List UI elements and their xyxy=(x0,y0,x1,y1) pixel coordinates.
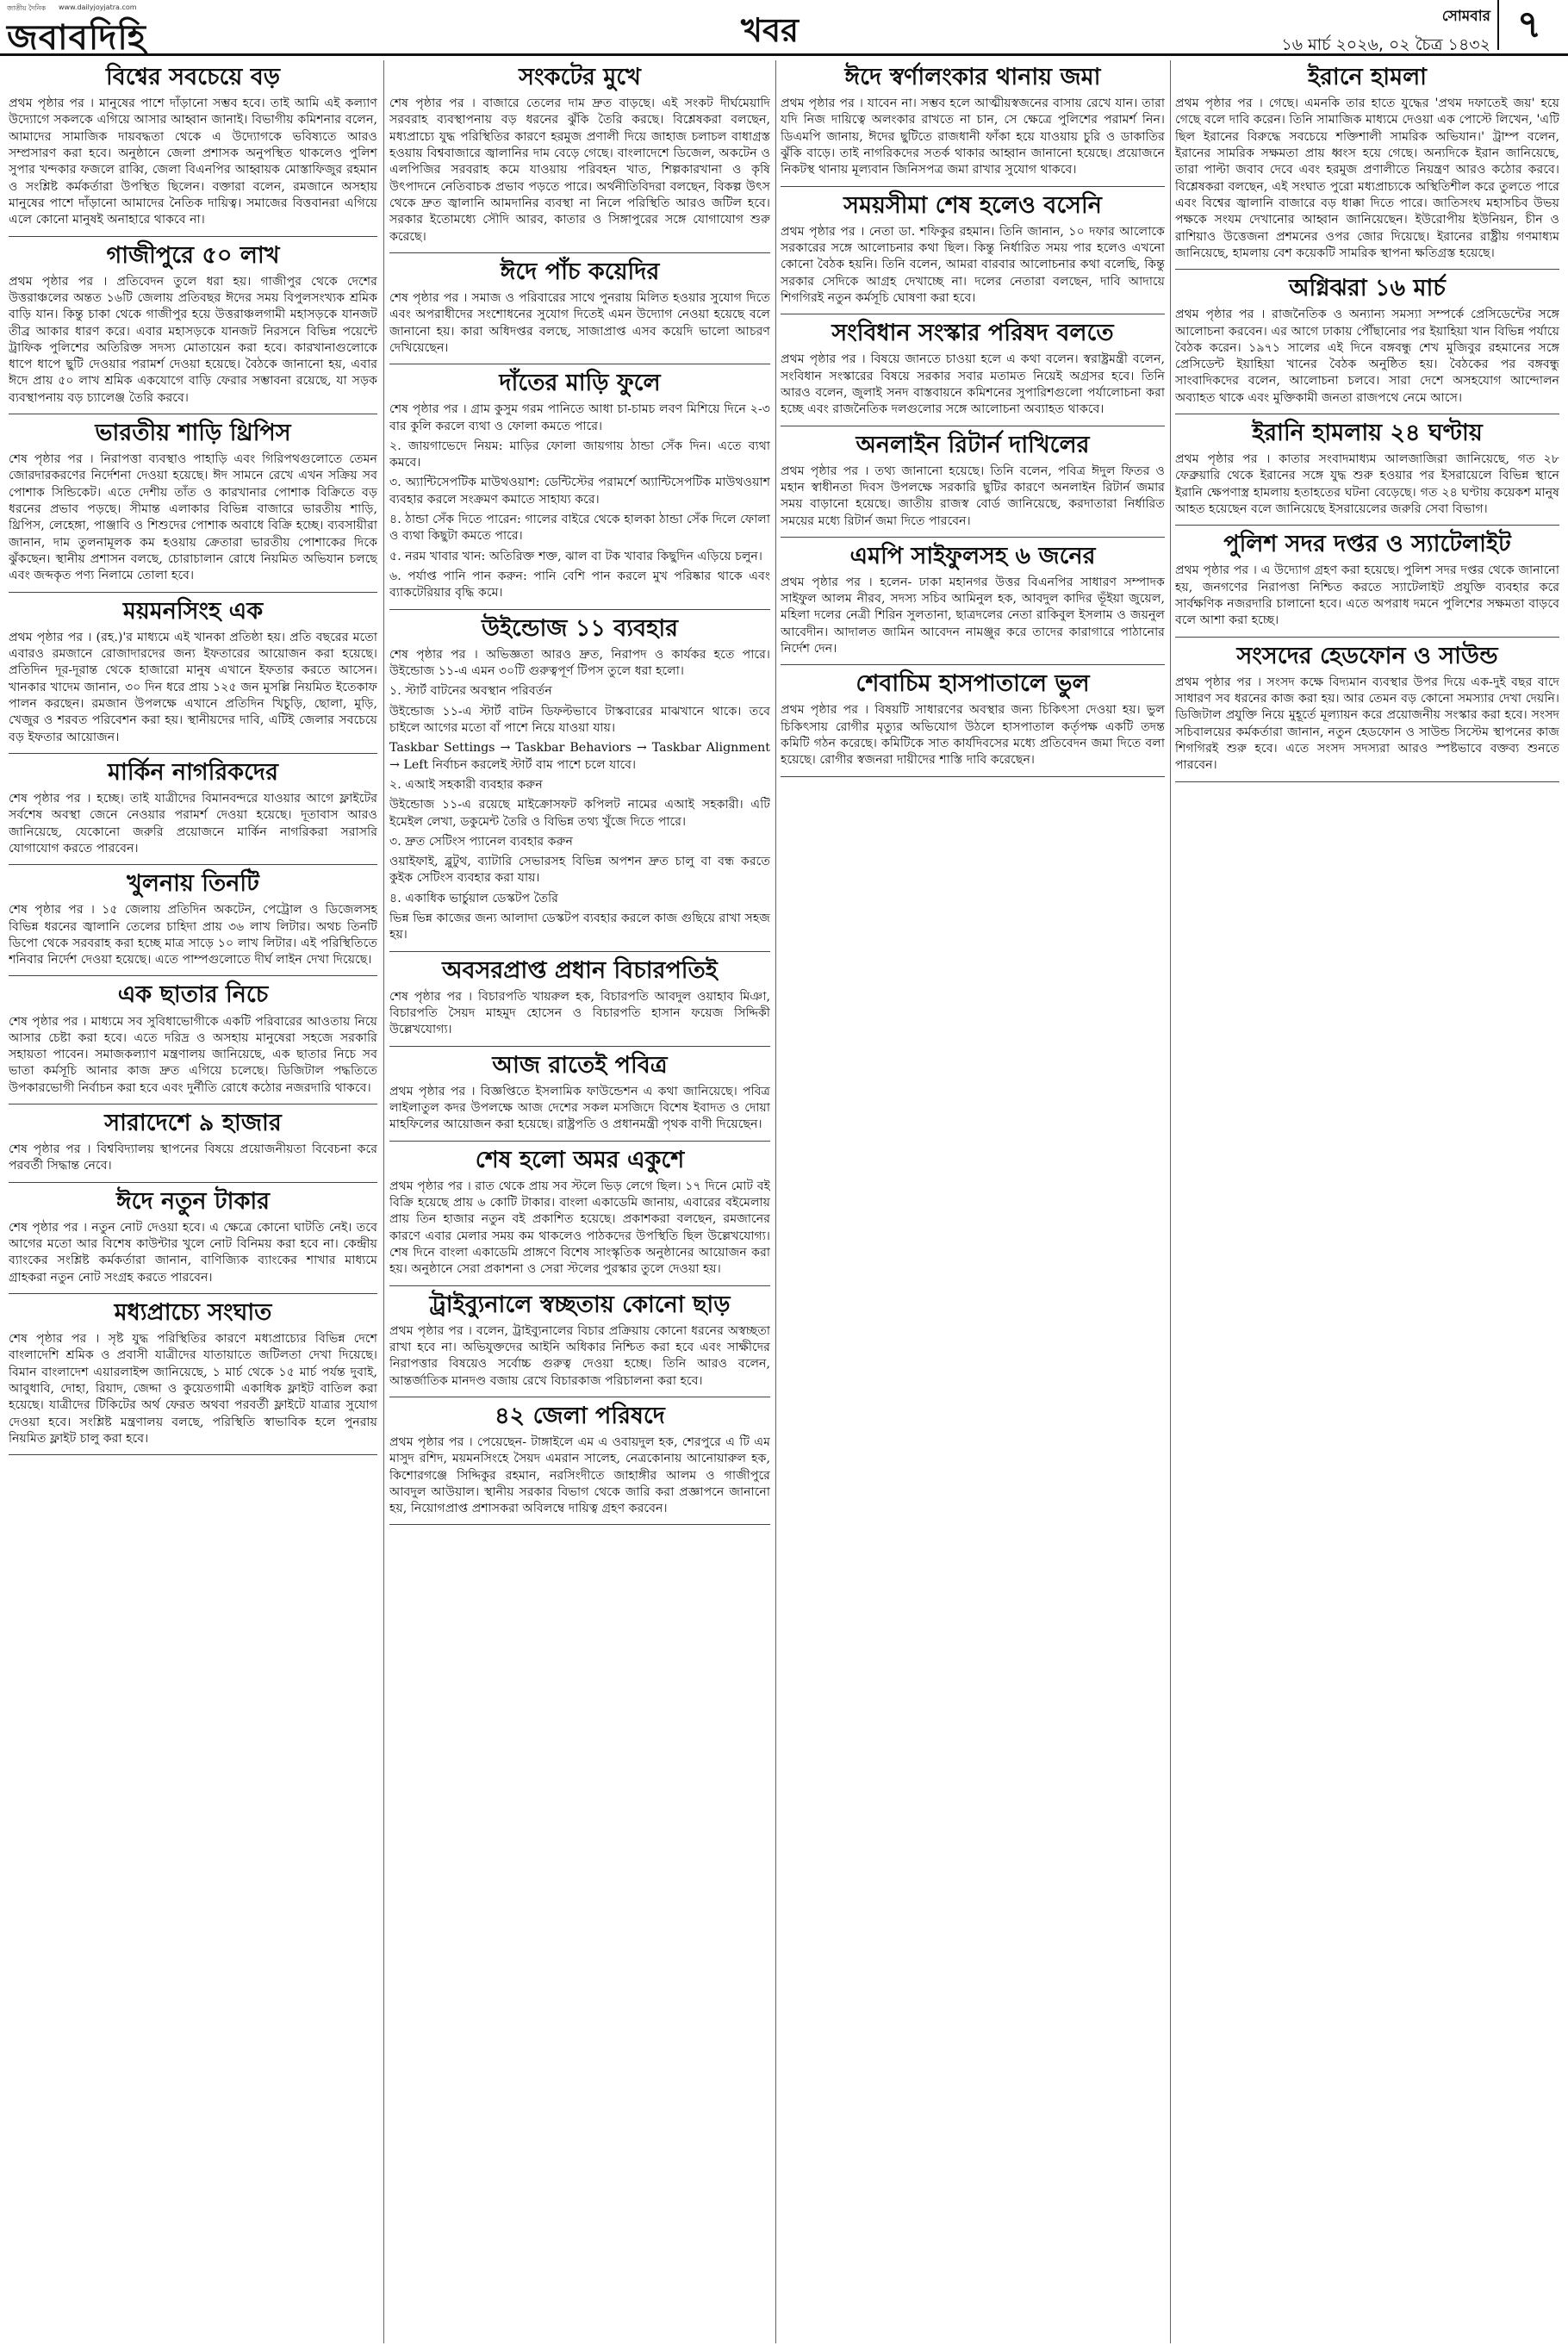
story-paragraph: শেষ পৃষ্ঠার পর । সমাজ ও পরিবারের সাথে পুনরায় মিলিত হওয়ার সুযোগ দিতে এবং অপরাধীদের সংশোধনের সুযোগ দিতেই এমন উদ্যোগ নেওয়া হয়েছে বলে জানানো হয়। কারা অধিদপ্তর বলছে, সাজাপ্রাপ্ত এসব কয়েদি ভালো আচরণ দেখিয়েছেন। xyxy=(389,290,770,355)
column-1 xyxy=(9,60,377,2343)
story-paragraph: প্রথম পৃষ্ঠার পর । গেছে। এমনকি তার হাতে যুদ্ধের 'প্রথম দফাতেই জয়' হয়ে গেছে বলে দাবি করেন। তিনি সামাজিক মাধ্যমে দেওয়া এক পোস্টে লিখেন, 'এটি ছিল ইরানের বিরুদ্ধে সবচেয়ে শক্তিশালী সামরিক অভিযান।' ট্রাম্প বলেন, ইরানের সামরিক সক্ষমতা প্রায় ধ্বংস হয়ে গেছে। অন্যদিকে ইরান জানিয়েছে, তারা পাল্টা জবাব দেবে এবং হরমুজ প্রণালীতে নিয়ন্ত্রণ আরও কঠোর করবে। বিশ্লেষকরা বলছেন, এই সংঘাত পুরো মধ্যপ্রাচ্যকে অস্থিতিশীল করে তুলতে পারে এবং বিশ্বের জ্বালানি বাজারে বড় ধাক্কা দিতে পারে। জাতিসংঘ মহাসচিব উভয় পক্ষকে সংযম দেখানোর আহ্বান জানিয়েছেন। ইউরোপীয় ইউনিয়ন, চীন ও রাশিয়াও উত্তেজনা প্রশমনের ওপর জোর দিয়েছে। ইরানের রাষ্ট্রীয় গণমাধ্যম জানিয়েছে, হামলায় বেশ কয়েকটি সামরিক স্থাপনা ক্ষতিগ্রস্ত হয়েছে। xyxy=(1175,96,1559,260)
story-paragraph: প্রথম পৃষ্ঠার পর । মানুষের পাশে দাঁড়ানো সম্ভব হবে। তাই আমি এই কল্যাণ উদ্যোগে সকলকে এগিয়ে আসার আহ্বান জানাই। বিভাগীয় কমিশনার বলেন, আমাদের সামাজিক দায়বদ্ধতা থেকে এ উদ্যোগকে ভবিষ্যতে আরও সম্প্রসারণ করা হবে। অনুষ্ঠানে জেলা প্রশাসক অনুপস্থিত থাকলেও পুলিশ সুপার খন্দকার ফজলে রাব্বি, জেলা বিএনপির আহ্বায়ক মোস্তাফিজুর রহমান ও সংশ্লিষ্ট কর্মকর্তারা উপস্থিত ছিলেন। বক্তারা বলেন, রমজানে অসহায় মানুষের পাশে দাঁড়ানো আমাদের নৈতিক দায়িত্ব। সমাজের বিত্তবানরা এগিয়ে এলে কোনো মানুষই অনাহারে থাকবে না। xyxy=(9,96,377,227)
story-paragraph: ৫. নরম খাবার খান: অতিরিক্ত শক্ত, ঝাল বা টক খাবার কিছুদিন এড়িয়ে চলুন। xyxy=(389,549,762,563)
story-paragraph: শেষ পৃষ্ঠার পর । হচ্ছে। তাই যাত্রীদের বিমানবন্দরে যাওয়ার আগে ফ্লাইটের সর্বশেষ অবস্থা জেনে নেওয়ার পরামর্শ দেওয়া হয়েছে। দূতাবাস আরও জানিয়েছে, যেকোনো জরুরি প্রয়োজনে মার্কিন নাগরিকরা সরাসরি যোগাযোগ করতে পারবেন। xyxy=(9,791,377,856)
story-headline[interactable]: গাজীপুরে ৫০ লাখ xyxy=(106,241,280,269)
story-paragraph: ৩. অ্যান্টিসেপটিক মাউথওয়াশ: ডেন্টিস্টের পরামর্শে অ্যান্টিসেপটিক মাউথওয়াশ ব্যবহার করলে সংক্রমণ কমাতে সাহায্য করে। xyxy=(389,476,770,507)
news-story xyxy=(389,370,770,609)
story-headline[interactable]: সংসদের হেডফোন ও সাউন্ড xyxy=(1236,642,1498,669)
logo-name: জবাবদিহি xyxy=(7,18,146,58)
news-story xyxy=(389,64,770,253)
story-headline[interactable]: বিশ্বের সবচেয়ে বড় xyxy=(105,64,280,90)
news-story xyxy=(9,759,377,865)
news-story xyxy=(1175,64,1559,270)
story-paragraph: প্রথম পৃষ্ঠার পর । সংসদ কক্ষে বিদ্যমান ব্যবস্থার উপর দিয়ে এক-দুই বছর বাদে সাধারণ সব ধরনের কাজ করা হয়। আর তেমন বড় কোনো সমস্যার দেখা দেয়নি। ডিজিটাল প্রযুক্তি নিয়ে মুহূর্তে মূল্যায়ন করে প্রয়োজনীয় সংস্কার করা হবে। সংসদ সচিবালয়ের কর্মকর্তারা জানান, নতুন হেডফোন ও সাউন্ড সিস্টেম স্থাপনের কাজ শিগগিরই শুরু হবে। এতে সংসদ সদস্যরা আরও স্পষ্টভাবে বক্তব্য শুনতে পারবেন। xyxy=(1175,675,1559,773)
column-divider xyxy=(1170,60,1171,2343)
news-story xyxy=(9,981,377,1104)
weekday: সোমবার xyxy=(1441,8,1490,25)
news-story xyxy=(9,870,377,976)
story-paragraph: শেষ পৃষ্ঠার পর । ১৫ জেলায় প্রতিদিন অকটেন, পেট্রোল ও ডিজেলসহ বিভিন্ন ধরনের জ্বালানি তেলের চাহিদা প্রায় ৩৬ লাখ লিটার। অথচ তিনটি ডিপো থেকে সরবরাহ করা হচ্ছে মাত্র সাড়ে ১০ লাখ লিটার। এই পরিস্থিতিতে শনিবার নির্দেশ দেওয়া হয়েছে। এতে পাম্পগুলোতে দীর্ঘ লাইন দেখা দিয়েছে। xyxy=(9,903,377,968)
story-headline[interactable]: ৪২ জেলা পরিষদে xyxy=(495,1402,665,1429)
story-paragraph: প্রথম পৃষ্ঠার পর । পেয়েছেন- টাঙ্গাইলে এম এ ওবায়দুল হক, শেরপুরে এ টি এম মাসুদ রশিদ, ময়মনসিংহে সৈয়দ এমরান সালেহ, নেত্রকোনায় আনোয়ারুল হক, কিশোরগঞ্জে সিদ্দিকুর রহমান, নরসিংদীতে জাহাঙ্গীর আলম ও গাজীপুরে আবদুল আউয়াল। স্থানীয় সরকার বিভাগ থেকে জারি করা প্রজ্ঞাপনে জানানো হয়, নিয়োগপ্রাপ্ত প্রশাসকরা অবিলম্বে দায়িত্ব গ্রহণ করবেন। xyxy=(389,1434,770,1516)
story-paragraph: Taskbar Settings → Taskbar Behaviors → Taskbar Alignment → Left নির্বাচন করলেই স্টার্ট বাম পাশে চলে যাবে। xyxy=(389,741,770,772)
story-paragraph: প্রথম পৃষ্ঠার পর । কাতার সংবাদমাধ্যম আলজাজিরা জানিয়েছে, গত ২৮ ফেব্রুয়ারি থেকে ইরানের সঙ্গে যুদ্ধ শুরু হওয়ার পর ইসরায়েলে বিভিন্ন স্থানে ইরানি ক্ষেপণাস্ত্র হামলায় হতাহতের ঘটনা বেড়েছে। গত ২৪ ঘণ্টায় কয়েকশ মানুষ আহত হয়েছেন বলে জানিয়েছে ইসরায়েলের জরুরি সেবা বিভাগ। xyxy=(1175,452,1559,517)
logo-url: www.dailyjoyjatra.com xyxy=(59,3,137,11)
story-paragraph: ৩. দ্রুত সেটিংস প্যানেল ব্যবহার করুন xyxy=(389,834,573,849)
news-story xyxy=(781,543,1165,666)
logo-tagline: জাতীয় দৈনিক xyxy=(7,4,47,12)
story-headline[interactable]: সারাদেশে ৯ হাজার xyxy=(104,1110,282,1137)
story-paragraph: শেষ পৃষ্ঠার পর । সৃষ্ট যুদ্ধ পরিস্থিতির কারণে মধ্যপ্রাচ্যের বিভিন্ন দেশে বাংলাদেশি শ্রমিক ও প্রবাসী যাত্রীদের যাতায়াতে জটিলতা দেখা দিয়েছে। বিমান বাংলাদেশ এয়ারলাইন্স জানিয়েছে, ১ মার্চ থেকে ১৫ মার্চ পর্যন্ত দুবাই, আবুধাবি, দোহা, রিয়াদ, জেদ্দা ও কুয়েতগামী একাধিক ফ্লাইট বাতিল করা হয়েছে। যাত্রীদের টিকিটের অর্থ ফেরত অথবা পরবর্তী ফ্লাইটে যাত্রার সুযোগ দেওয়া হবে। সংশ্লিষ্ট মন্ত্রণালয় বলছে, পরিস্থিতি স্বাভাবিক হলে পুনরায় নিয়মিত ফ্লাইট চালু করা হবে। xyxy=(9,1332,377,1446)
story-headline[interactable]: সময়সীমা শেষ হলেও বসেনি xyxy=(843,191,1102,219)
story-paragraph: প্রথম পৃষ্ঠার পর । বিজ্ঞপ্তিতে ইসলামিক ফাউন্ডেশন এ কথা জানিয়েছে। পবিত্র লাইলাতুল কদর উপলক্ষে আজ দেশের সকল মসজিদে বিশেষ ইবাদত ও দোয়া মাহফিলের আয়োজন করা হয়েছে। রাষ্ট্রপতি ও প্রধানমন্ত্রী পৃথক বাণী দিয়েছেন। xyxy=(389,1084,770,1132)
story-paragraph: শেষ পৃষ্ঠার পর । বিশ্ববিদ্যালয় স্থাপনের বিষয়ে প্রয়োজনীয়তা বিবেচনা করে পরবর্তী সিদ্ধান্ত নেবে। xyxy=(9,1142,377,1173)
page-number: ৭ xyxy=(1497,0,1559,50)
news-story xyxy=(9,1188,377,1294)
story-paragraph: শেষ পৃষ্ঠার পর । মাধ্যমে সব সুবিধাভোগীকে একটি পরিবারের আওতায় নিয়ে আসার চেষ্টা করা হবে। এতে দরিদ্র ও অসহায় মানুষেরা সহজে সরকারি সহায়তা পাবেন। সমাজকল্যাণ মন্ত্রণালয় জানিয়েছে, এক ছাতার নিচে সব ভাতা কর্মসূচি আনার কাজ দ্রুত এগিয়ে চলেছে। ডিজিটাল পদ্ধতিতে উপকারভোগী নির্বাচন করা হবে এবং দুর্নীতি রোধে কঠোর নজরদারি থাকবে। xyxy=(9,1014,377,1095)
news-story xyxy=(389,957,770,1047)
story-paragraph: শেষ পৃষ্ঠার পর । অভিজ্ঞতা আরও দ্রুত, নিরাপদ ও কার্যকর হতে পারে। উইন্ডোজ ১১-এ এমন ৩০টি গুরুত্বপূর্ণ টিপস তুলে ধরা হলো। xyxy=(389,647,770,678)
story-headline[interactable]: এক ছাতার নিচে xyxy=(117,981,269,1009)
news-story xyxy=(781,670,1165,776)
news-story xyxy=(9,420,377,593)
column-2 xyxy=(389,60,770,2343)
section-title: খবর xyxy=(741,11,800,49)
story-paragraph: প্রথম পৃষ্ঠার পর । বলেন, ট্রাইব্যুনালের বিচার প্রক্রিয়ায় কোনো ধরনের অস্বচ্ছতা রাখা হবে না। অভিযুক্তদের আইনি অধিকার নিশ্চিত করা হবে এবং সাক্ষীদের নিরাপত্তার বিষয়েও সর্বোচ্চ গুরুত্ব দেওয়া হচ্ছে। তিনি আরও বলেন, আন্তর্জাতিক মানদণ্ড বজায় রেখে বিচারকাজ পরিচালনা করা হবে। xyxy=(389,1323,770,1388)
story-headline[interactable]: অবসরপ্রাপ্ত প্রধান বিচারপতিই xyxy=(442,956,718,984)
date-block xyxy=(1281,5,1490,60)
story-headline[interactable]: উইন্ডোজ ১১ ব্যবহার xyxy=(481,614,679,642)
news-story xyxy=(1175,531,1559,637)
news-story xyxy=(389,1291,770,1397)
story-headline[interactable]: ময়মনসিংহ এক xyxy=(122,597,264,625)
story-headline[interactable]: মধ্যপ্রাচ্যে সংঘাত xyxy=(114,1299,272,1327)
news-story xyxy=(389,615,770,952)
news-story xyxy=(389,258,770,364)
story-paragraph: প্রথম পৃষ্ঠার পর । (রহ.)'র মাধ্যমে এই খানকা প্রতিষ্ঠা হয়। প্রতি বছরের মতো এবারও রমজানে রোজাদারদের জন্য ইফতারের আয়োজন করা হয়েছে। প্রতিদিন দূর-দূরান্ত থেকে হাজারো মানুষ এখানে ইফতার করতে আসেন। খানকার খাদেম জানান, ৩০ দিন ধরে প্রায় ১২৫ জন মুসল্লি নিয়মিত ইতেকাফ পালন করছেন। রমজান উপলক্ষে এখানে প্রতিদিন খিচুড়ি, ছোলা, মুড়ি, খেজুর ও শরবত পরিবেশন করা হয়। স্থানীয়দের দাবি, এটিই জেলার সবচেয়ে বড় ইফতার আয়োজন। xyxy=(9,630,377,744)
story-paragraph: ওয়াইফাই, ব্লুটুথ, ব্যাটারি সেভারসহ বিভিন্ন অপশন দ্রুত চালু বা বন্ধ করতে কুইক সেটিংস ব্যবহার করা যায়। xyxy=(389,855,770,886)
column-4 xyxy=(1175,60,1559,2343)
story-paragraph: প্রথম পৃষ্ঠার পর । হলেন- ঢাকা মহানগর উত্তর বিএনপির সাধারণ সম্পাদক সাইফুল আলম নীরব, সদস্য সচিব আমিনুল হক, আবদুল কাদির ভূঁইয়া জুয়েল, মহিলা দলের নেত্রী শিরিন সুলতানা, ছাত্রদলের নেতা রাকিবুল ইসলাম ও জয়নুল আবেদীন। আদালত জামিন আবেদন নামঞ্জুর করে তাদের কারাগারে পাঠানোর নির্দেশ দেন। xyxy=(781,575,1165,656)
masthead xyxy=(0,0,1568,56)
story-headline[interactable]: আজ রাতেই পবিত্র xyxy=(492,1051,668,1079)
story-headline[interactable]: খুলনায় তিনটি xyxy=(127,870,259,898)
issue-date: ১৬ মার্চ ২০২৬, ০২ চৈত্র ১৪৩২ xyxy=(1281,35,1490,54)
news-story xyxy=(781,64,1165,187)
story-paragraph: উইন্ডোজ ১১-এ স্টার্ট বাটন ডিফল্টভাবে টাস্কবারের মাঝখানে থাকে। তবে চাইলে আগের মতো বাঁ পাশে নিয়ে যাওয়া যায়। xyxy=(389,704,770,735)
news-story xyxy=(9,1299,377,1455)
column-3 xyxy=(781,60,1165,2343)
news-story xyxy=(389,1147,770,1286)
story-headline[interactable]: শেবাচিম হাসপাতালে ভুল xyxy=(856,670,1090,698)
story-paragraph: ২. এআই সহকারী ব্যবহার করুন xyxy=(389,777,543,792)
story-headline[interactable]: দাঁতের মাড়ি ফুলে xyxy=(499,370,661,397)
news-story xyxy=(781,432,1165,538)
story-paragraph: প্রথম পৃষ্ঠার পর । নেতা ডা. শফিকুর রহমান। তিনি জানান, ১০ দফার আলোকে সরকারের সঙ্গে আলোচনার কথা ছিল। কিন্তু নির্ধারিত সময় পার হলেও এখনো কোনো বৈঠক হয়নি। তিনি বলেন, আমরা বারবার আলোচনার কথা বলেছি, কিন্তু সরকার সেদিকে আগ্রহ দেখাচ্ছে না। দলের নেতারা বলছেন, দাবি আদায়ে শিগগিরই নতুন কর্মসূচি ঘোষণা করা হবে। xyxy=(781,224,1165,305)
news-story xyxy=(9,598,377,754)
story-paragraph: ৪. ঠান্ডা সেঁক দিতে পারেন: গালের বাইরে থেকে হালকা ঠান্ডা সেঁক দিলে ফোলা ও ব্যথা কিছুটা কমতে পারে। xyxy=(389,513,770,544)
story-paragraph: প্রথম পৃষ্ঠার পর । যাবেন না। সম্ভব হলে আত্মীয়স্বজনের বাসায় রেখে যান। তারা যদি নিজ দায়িত্বে অলংকার রাখতে না চান, সে ক্ষেত্রে পুলিশের পরামর্শ নিন। ডিএমপি জানায়, ঈদের ছুটিতে রাজধানী ফাঁকা হয়ে যাওয়ায় চুরি ও ডাকাতির ঝুঁকি বাড়ে। তাই নাগরিকদের সতর্ক থাকার আহ্বান জানানো হয়েছে। প্রয়োজনে নিকটস্থ থানায় মূল্যবান জিনিসপত্র জমা রাখার সুযোগ থাকবে। xyxy=(781,96,1165,177)
story-paragraph: প্রথম পৃষ্ঠার পর । তথ্য জানানো হয়েছে। তিনি বলেন, পবিত্র ঈদুল ফিতর ও মহান স্বাধীনতা দিবস উপলক্ষে সরকারি ছুটির কারণে অনলাইন রিটার্ন জমার সময় বাড়ানো হয়েছে। জাতীয় রাজস্ব বোর্ড জানিয়েছে, করদাতারা নির্ধারিত সময়ের মধ্যে রিটার্ন জমা দিতে পারবেন। xyxy=(781,464,1165,528)
story-headline[interactable]: এমপি সাইফুলসহ ৬ জনের xyxy=(849,542,1096,569)
news-story xyxy=(9,242,377,415)
story-paragraph: ২. জায়গাভেদে নিয়ম: মাড়ির ফোলা জায়গায় ঠান্ডা সেঁক দিন। এতে ব্যথা কমবে। xyxy=(389,439,770,470)
story-paragraph: শেষ পৃষ্ঠার পর । বিচারপতি খায়রুল হক, বিচারপতি আবদুল ওয়াহাব মিঞা, বিচারপতি সৈয়দ মাহমুদ হোসেন ও বিচারপতি হাসান ফয়েজ সিদ্দিকী উল্লেখযোগ্য। xyxy=(389,989,770,1037)
story-headline[interactable]: অনলাইন রিটার্ন দাখিলের xyxy=(856,431,1090,458)
news-story xyxy=(781,192,1165,315)
story-paragraph: উইন্ডোজ ১১-এ রয়েছে মাইক্রোসফট কপিলট নামের এআই সহকারী। এটি ইমেইল লেখা, ডকুমেন্ট তৈরি ও বিভিন্ন তথ্য খুঁজে দিতে পারে। xyxy=(389,798,770,829)
story-paragraph: প্রথম পৃষ্ঠার পর । রাজনৈতিক ও অন্যান্য সমস্যা সম্পর্কে প্রেসিডেন্টের সঙ্গে আলোচনা করবেন। এর আগে ঢাকায় পৌঁছানোর পর ইয়াহিয়া খান বিভিন্ন পর্যায়ে বৈঠক করেন। ১৯৭১ সালের এই দিনে বঙ্গবন্ধু শেখ মুজিবুর রহমানের সঙ্গে প্রেসিডেন্ট ইয়াহিয়া খানের বৈঠক অনুষ্ঠিত হয়। বৈঠকের পর বঙ্গবন্ধু সাংবাদিকদের বলেন, আলোচনা চলবে। সারা দেশে অসহযোগ আন্দোলন অব্যাহত থাকে এবং মুক্তিকামী জনতা রাজপথে নেমে আসে। xyxy=(1175,308,1559,405)
story-headline[interactable]: ট্রাইব্যুনালে স্বচ্ছতায় কোনো ছাড় xyxy=(429,1291,731,1318)
story-headline[interactable]: ঈদে পাঁচ কয়েদির xyxy=(500,258,660,285)
news-story xyxy=(1175,275,1559,414)
story-headline[interactable]: ঈদে স্বর্ণালংকার থানায় জমা xyxy=(844,64,1101,90)
story-headline[interactable]: সংকটের মুখে xyxy=(519,64,641,90)
story-paragraph: শেষ পৃষ্ঠার পর । বাজারে তেলের দাম দ্রুত বাড়ছে। এই সংকট দীর্ঘমেয়াদি সরবরাহ ব্যবস্থাপনায় বড় ধরনের ঝুঁকি তৈরি করছে। বিশ্লেষকরা বলছেন, মধ্যপ্রাচ্যে যুদ্ধ পরিস্থিতির কারণে হরমুজ প্রণালী দিয়ে জাহাজ চলাচল বাধাগ্রস্ত হওয়ায় বিশ্ববাজারে জ্বালানির দাম বেড়ে গেছে। বাংলাদেশে ডিজেল, অকটেন ও এলপিজির সরবরাহ কমে যাওয়ায় পরিবহন খাত, শিল্পকারখানা ও কৃষি উৎপাদনে নেতিবাচক প্রভাব পড়তে পারে। অর্থনীতিবিদরা বলছেন, বিকল্প উৎস থেকে দ্রুত জ্বালানি আমদানির ব্যবস্থা না নিলে পরিস্থিতি আরও জটিল হবে। সরকার ইতোমধ্যে সৌদি আরব, কাতার ও সিঙ্গাপুরের সঙ্গে যোগাযোগ শুরু করেছে। xyxy=(389,96,770,244)
story-headline[interactable]: শেষ হলো অমর একুশে xyxy=(475,1146,685,1173)
story-paragraph: ৬. পর্যাপ্ত পানি পান করুন: পানি বেশি পান করলে মুখ পরিষ্কার থাকে এবং ব্যাকটেরিয়ার বৃদ্ধি কমে। xyxy=(389,569,770,600)
column-divider xyxy=(383,60,384,2343)
story-headline[interactable]: সংবিধান সংস্কার পরিষদ বলতে xyxy=(831,320,1114,347)
story-headline[interactable]: মার্কিন নাগরিকদের xyxy=(108,758,278,786)
story-headline[interactable]: পুলিশ সদর দপ্তর ও স্যাটেলাইট xyxy=(1223,531,1511,558)
story-paragraph: প্রথম পৃষ্ঠার পর । বিষয়ে জানতে চাওয়া হলে এ কথা বলেন। স্বরাষ্ট্রমন্ত্রী বলেন, সংবিধান সংস্কারের বিষয়ে সরকার সবার মতামত নিয়েই অগ্রসর হবে। তিনি আরও বলেন, জুলাই সনদ বাস্তবায়নে কমিশনের সুপারিশগুলো পর্যালোচনা করা হচ্ছে এবং রাজনৈতিক দলগুলোর সঙ্গে আলোচনা অব্যাহত থাকবে। xyxy=(781,352,1165,417)
story-paragraph: প্রথম পৃষ্ঠার পর । প্রতিবেদন তুলে ধরা হয়। গাজীপুর থেকে দেশের উত্তরাঞ্চলের অন্তত ১৬টি জেলায় প্রতিবছর ঈদের সময় বিপুলসংখ্যক শ্রমিক বাড়ি যান। কিন্তু চাকা থেকে গাজীপুর হয়ে উত্তরাঞ্চলগামী মহাসড়কে যানজট তীব্র আকার ধারণ করে। এবার মহাসড়কে যানজট নিরসনে বিভিন্ন পয়েন্টে ট্রাফিক পুলিশের অতিরিক্ত সদস্য মোতায়েন করা হবে। কারখানাগুলোকে ধাপে ধাপে ছুটি দেওয়ার পরামর্শ দেওয়া হয়েছে। বৈঠকে জানানো হয়, এবার ঈদে প্রায় ৫০ লাখ শ্রমিক একযোগে বাড়ি ফেরার সম্ভাবনা রয়েছে, যা সড়ক ব্যবস্থাপনায় বড় চ্যালেঞ্জ তৈরি করবে। xyxy=(9,274,377,405)
story-headline[interactable]: ইরানে হামলা xyxy=(1307,64,1428,90)
story-paragraph: প্রথম পৃষ্ঠার পর । এ উদ্যোগ গ্রহণ করা হয়েছে। পুলিশ সদর দপ্তর থেকে জানানো হয়, জনগণের নিরাপত্তা নিশ্চিত করতে স্যাটেলাইট প্রযুক্তি ব্যবহার করে সার্বক্ষণিক নজরদারি চালানো হবে। এতে অপরাধ দমনে পুলিশের সক্ষমতা বাড়বে বলে আশা করা হচ্ছে। xyxy=(1175,563,1559,628)
story-paragraph: প্রথম পৃষ্ঠার পর । বিষয়টি সাধারণের অবস্থার জন্য চিকিৎসা দেওয়া হয়। ভুল চিকিৎসায় রোগীর মৃত্যুর অভিযোগ উঠলে হাসপাতাল কর্তৃপক্ষ একটি তদন্ত কমিটি গঠন করেছে। কমিটিকে সাত কার্যদিবসের মধ্যে প্রতিবেদন জমা দিতে বলা হয়েছে। রোগীর স্বজনরা দায়ীদের শাস্তি দাবি করেছেন। xyxy=(781,703,1165,768)
news-story xyxy=(781,320,1165,426)
story-paragraph: প্রথম পৃষ্ঠার পর । রাত থেকে প্রায় সব স্টলে ভিড় লেগে ছিল। ১৭ দিনে মোট বই বিক্রি হয়েছে প্রায় ৬ কোটি টাকার। বাংলা একাডেমি জানায়, এবারের বইমেলায় প্রায় তিন হাজার নতুন বই প্রকাশিত হয়েছে। প্রকাশকরা বলছেন, রমজানের কারণে এবার মেলার সময় কম থাকলেও পাঠকদের উপস্থিতি ছিল উল্লেখযোগ্য। শেষ দিনে বাংলা একাডেমি প্রাঙ্গণে বিশেষ সাংস্কৃতিক অনুষ্ঠানের আয়োজন করা হয়। অনুষ্ঠানে সেরা প্রকাশনা ও সেরা স্টলের পুরস্কার তুলে দেওয়া হয়। xyxy=(389,1179,770,1277)
story-paragraph: ভিন্ন ভিন্ন কাজের জন্য আলাদা ডেস্কটপ ব্যবহার করলে কাজ গুছিয়ে রাখা সহজ হয়। xyxy=(389,912,770,943)
news-story xyxy=(9,64,377,237)
news-story xyxy=(389,1052,770,1142)
news-story xyxy=(9,1110,377,1183)
story-paragraph: শেষ পৃষ্ঠার পর । নতুন নোট দেওয়া হবে। এ ক্ষেত্রে কোনো ঘাটতি নেই। তবে আগের মতো আর বিশেষ কাউন্টার খুলে নোট বিনিময় করা হবে না। কেন্দ্রীয় ব্যাংকের সংশ্লিষ্ট কর্মকর্তারা জানান, বাণিজ্যিক ব্যাংকের শাখার মাধ্যমে গ্রাহকরা নতুন নোট সংগ্রহ করতে পারবেন। xyxy=(9,1220,377,1285)
story-paragraph: ৪. একাধিক ভার্চুয়াল ডেস্কটপ তৈরি xyxy=(389,891,558,905)
news-story xyxy=(1175,420,1559,526)
story-paragraph: শেষ পৃষ্ঠার পর । গ্রাম কুসুম গরম পানিতে আধা চা-চামচ লবণ মিশিয়ে দিনে ২-৩ বার কুলি করলে ব্যথা ও ফোলা কমতে পারে। xyxy=(389,402,770,433)
column-divider xyxy=(775,60,776,2343)
news-story xyxy=(1175,643,1559,782)
news-story xyxy=(389,1403,770,1526)
story-headline[interactable]: ঈদে নতুন টাকার xyxy=(115,1187,271,1215)
story-headline[interactable]: অগ্নিঝরা ১৬ মার্চ xyxy=(1289,275,1446,302)
story-headline[interactable]: ইরানি হামলায় ২৪ ঘণ্টায় xyxy=(1252,420,1483,447)
story-headline[interactable]: ভারতীয় শাড়ি থ্রিপিস xyxy=(95,420,291,447)
story-paragraph: ১. স্টার্ট বাটনের অবস্থান পরিবর্তন xyxy=(389,684,552,699)
newspaper-logo[interactable] xyxy=(7,3,205,58)
story-paragraph: শেষ পৃষ্ঠার পর । নিরাপত্তা ব্যবস্থাও পাহাড়ি এবং গিরিপথগুলোতে তেমন জোরদারকরণের নির্দেশনা দেওয়া হয়েছে। ঈদ সামনে রেখে এখন সক্রিয় সব পোশাক সিন্ডিকেট। এতে দেশীয় তাঁত ও কারখানার পোশাক বিক্রিতে বড় ধরনের প্রভাব পড়ছে। সীমান্ত এলাকার বিভিন্ন বাজারে ভারতীয় শাড়ি, থ্রিপিস, লেহেঙ্গা, পাঞ্জাবি ও শিশুদের পোশাক অবাধে বিক্রি হচ্ছে। ব্যবসায়ীরা জানান, দাম তুলনামূলক কম হওয়ায় ক্রেতারা ভারতীয় পোশাকের দিকে ঝুঁকছেন। স্থানীয় প্রশাসন বলছে, চোরাচালান রোধে নিয়মিত অভিযান চলছে এবং জব্দকৃত পণ্য নিলামে তোলা হবে। xyxy=(9,452,377,583)
